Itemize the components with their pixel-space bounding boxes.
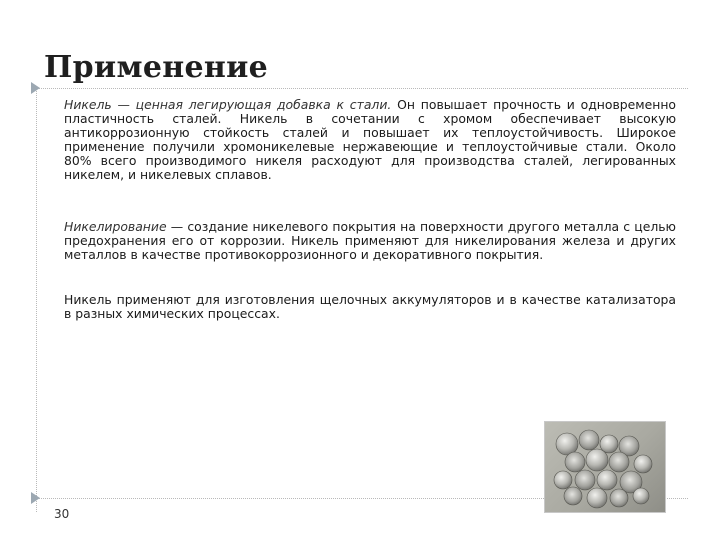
slide-title: Применение bbox=[44, 50, 269, 85]
page-number: 30 bbox=[54, 507, 70, 521]
paragraph-batteries bbox=[64, 293, 676, 321]
chevron-right-icon bbox=[31, 492, 40, 504]
paragraph-alloying bbox=[64, 98, 676, 182]
paragraph-lead: Никелирование bbox=[64, 219, 167, 234]
nickel-coins-image bbox=[544, 421, 666, 513]
chevron-right-icon bbox=[31, 82, 40, 94]
paragraph-nickel-plating bbox=[64, 220, 676, 262]
paragraph-lead: Никель — ценная легирующая добавка к стали. bbox=[64, 97, 392, 112]
top-divider bbox=[36, 88, 688, 89]
paragraph-body: Никель применяют для изготовления щелочных аккумуляторов и в качестве катализатора в разных химических процессах. bbox=[64, 292, 676, 321]
paragraph-body: — создание никелевого покрытия на поверхности другого металла с целью предохранения его от коррозии. Никель применяют для никелирования железа и других металлов в качестве противокоррозионного и декоративного покрытия. bbox=[64, 219, 676, 262]
left-divider bbox=[36, 88, 37, 512]
paragraph-body: Он повышает прочность и одновременно пластичность сталей. Никель в сочетании с хромом обеспечивает высокую антикоррозионную стойкость сталей и повышает их теплоустойчивость. Широкое применение получили хромоникелевые нержавеющие и теплоустойчивые стали. Около 80% всего производимого никеля расходуют для производства сталей, легированных никелем, и никелевых сплавов. bbox=[64, 97, 676, 182]
